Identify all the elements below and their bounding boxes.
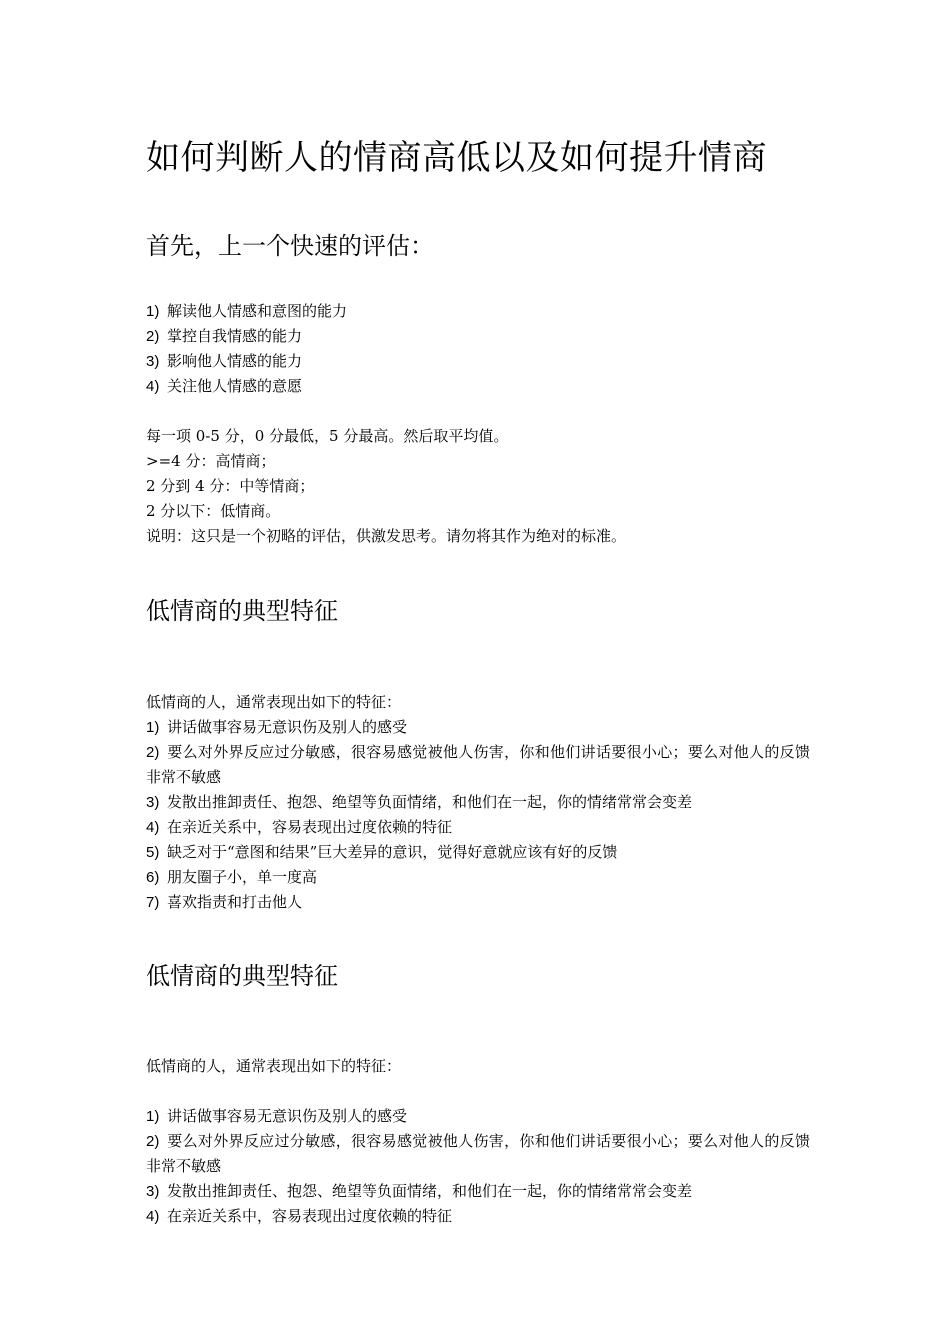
list-item: [146, 349, 810, 374]
list-item: [146, 299, 810, 324]
list-item-number: 2): [146, 1133, 160, 1150]
list-item-number: 4): [146, 819, 160, 836]
section-heading-low-eq-traits-repeat: 低情商的典型特征: [146, 962, 338, 990]
disclaimer-note: 说明：这只是一个初略的评估，供激发思考。请勿将其作为绝对的标准。: [146, 527, 627, 545]
list-item-number: 3): [146, 353, 160, 370]
list-item-number: 1): [146, 719, 160, 736]
section-intro: 低情商的人，通常表现出如下的特征：: [146, 693, 402, 711]
list-item: [146, 374, 810, 399]
scoring-note: 2 分以下：低情商。: [146, 502, 281, 520]
list-item-number: 2): [146, 744, 160, 761]
list-item: [146, 790, 810, 815]
list-item-text: 在亲近关系中，容易表现出过度依赖的特征: [167, 818, 453, 836]
evaluation-list: [146, 299, 810, 549]
scoring-note: >=4 分：高情商；: [146, 452, 276, 470]
list-item-text: 讲话做事容易无意识伤及别人的感受: [167, 1107, 408, 1125]
list-item-text: 影响他人情感的能力: [167, 352, 303, 370]
list-item: [146, 815, 810, 840]
list-item: [146, 1104, 810, 1129]
list-item-number: 3): [146, 794, 160, 811]
list-item: [146, 740, 810, 790]
low-eq-traits-list: [146, 690, 810, 915]
list-item-text: 要么对外界反应过分敏感，很容易感觉被他人伤害，你和他们讲话要很小心；要么对他人的反馈非常不敏感: [146, 743, 810, 786]
spacer: [146, 1079, 810, 1104]
list-item: [146, 1204, 810, 1229]
list-item-number: 2): [146, 328, 160, 345]
list-item-text: 在亲近关系中，容易表现出过度依赖的特征: [167, 1207, 453, 1225]
scoring-note: 2 分到 4 分：中等情商；: [146, 477, 315, 495]
list-item: [146, 840, 810, 865]
section-heading-low-eq-traits: 低情商的典型特征: [146, 597, 338, 625]
list-item-number: 4): [146, 1208, 160, 1225]
spacer: [146, 399, 810, 424]
list-item-number: 5): [146, 844, 160, 861]
list-item-number: 6): [146, 869, 160, 886]
list-item: [146, 1129, 810, 1179]
list-item: [146, 890, 810, 915]
list-item: [146, 865, 810, 890]
list-item-text: 发散出推卸责任、抱怨、绝望等负面情绪，和他们在一起，你的情绪常常会变差: [167, 1182, 693, 1200]
scoring-note: 每一项 0-5 分，0 分最低，5 分最高。然后取平均值。: [146, 427, 509, 445]
list-item-number: 1): [146, 1108, 160, 1125]
list-item-number: 4): [146, 378, 160, 395]
low-eq-traits-list-repeat: [146, 1054, 810, 1229]
list-item-number: 3): [146, 1183, 160, 1200]
list-item: [146, 1179, 810, 1204]
section-heading-evaluation: 首先，上一个快速的评估：: [146, 232, 434, 260]
list-item-text: 解读他人情感和意图的能力: [167, 302, 348, 320]
section-intro: 低情商的人，通常表现出如下的特征：: [146, 1057, 402, 1075]
list-item-text: 讲话做事容易无意识伤及别人的感受: [167, 718, 408, 736]
list-item-text: 喜欢指责和打击他人: [167, 893, 303, 911]
list-item-text: 关注他人情感的意愿: [167, 377, 303, 395]
list-item-text: 要么对外界反应过分敏感，很容易感觉被他人伤害，你和他们讲话要很小心；要么对他人的反馈非常不敏感: [146, 1132, 810, 1175]
list-item-text: 发散出推卸责任、抱怨、绝望等负面情绪，和他们在一起，你的情绪常常会变差: [167, 793, 693, 811]
list-item-text: 掌控自我情感的能力: [167, 327, 303, 345]
list-item-number: 1): [146, 303, 160, 320]
list-item-number: 7): [146, 894, 160, 911]
list-item: [146, 324, 810, 349]
list-item-text: 朋友圈子小，单一度高: [167, 868, 318, 886]
list-item: [146, 715, 810, 740]
list-item-text: 缺乏对于“意图和结果”巨大差异的意识，觉得好意就应该有好的反馈: [167, 843, 618, 861]
document-title: 如何判断人的情商高低以及如何提升情商: [146, 138, 767, 178]
